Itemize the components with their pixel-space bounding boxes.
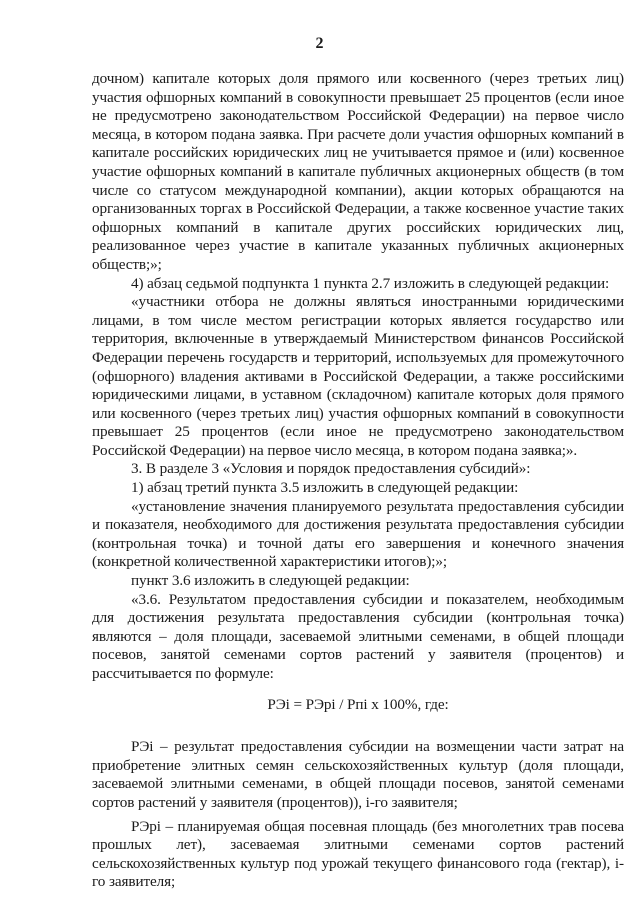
paragraph-selection-participants: «участники отбора не должны являться иностранными юридическими лицами, в том числе местом регистрации которых является государство или территория, включенные в утверждаемый Министерством финансов Российской Федерации перечень государств и территорий, используемых для промежуточного (офшорного) владения активами в Российской Федерации, а также российскими юридическими лицами, в уставном (складочном) капитале которых доля прямого или косвенного (через третьих лиц) участия офшорных компаний в совокупности превышает 25 процентов (если иное не предусмотрено законодательством Российской Федерации) на первое число месяца, в котором подана заявка;». [92, 293, 624, 459]
paragraph-amendment-1: 1) абзац третий пункта 3.5 изложить в следующей редакции: [131, 479, 519, 497]
formula: РЭi = РЭрi / Рпi x 100%, где: [267, 695, 449, 713]
paragraph-amendment-4: 4) абзац седьмой подпункта 1 пункта 2.7 изложить в следующей редакции: [131, 274, 610, 292]
paragraph-definition-rer: РЭрi – планируемая общая посевная площадь (без многолетних трав посева прошлых лет), засеваемая элитными семенами сортов растений сельскохозяйственных культур под урожай текущего финансового года (гектар), i-го заявителя; [92, 817, 624, 891]
paragraph-result-value: «установление значения планируемого результата предоставления субсидии и показателя, необходимого для достижения результата предоставления субсидии (контрольная точка) и точной даты его завершения и конечного значения (конкретной количественной характеристики итогов);»; [92, 497, 624, 571]
paragraph-item-3-6-heading: пункт 3.6 изложить в следующей редакции: [131, 572, 410, 590]
paragraph-section-3-heading: 3. В разделе 3 «Условия и порядок предоставления субсидий»: [131, 460, 531, 478]
document-body [92, 70, 624, 892]
paragraph-item-3-6-text: «3.6. Результатом предоставления субсидии и показателем, необходимым для достижения результата предоставления субсидии (контрольная точка) являются – доля площади, засеваемой элитными семенами, в общей площади посевов, занятой семенами сортов растений у заявителя (процентов) и рассчитывается по формуле: [92, 590, 624, 682]
paragraph-definition-re: РЭi – результат предоставления субсидии на возмещении части затрат на приобретение элитных семян сельскохозяйственных культур (доля площади, засеваемой элитными семенами, в общей площади посевов, занятой семенами сортов растений у заявителя (процентов)), i-го заявителя; [92, 738, 624, 811]
page-number: 2 [315, 35, 324, 52]
paragraph-offshore-continuation: дочном) капитале которых доля прямого или косвенного (через третьих лиц) участия офшорных компаний в совокупности превышает 25 процентов (если иное не предусмотрено законодательством Российской Федерации) на первое число месяца, в котором подана заявка. При расчете доли участия офшорных компаний в капитале российских юридических лиц не учитывается прямое и (или) косвенное участие офшорных компаний в капитале публичных акционерных обществ (в том числе со статусом международной компании), акции которых обращаются на организованных торгах в Российской Федерации, а также косвенное участие таких офшорных компаний в капитале других российских юридических лиц, реализованное через участие в капитале указанных публичных акционерных обществ;»; [92, 70, 624, 273]
